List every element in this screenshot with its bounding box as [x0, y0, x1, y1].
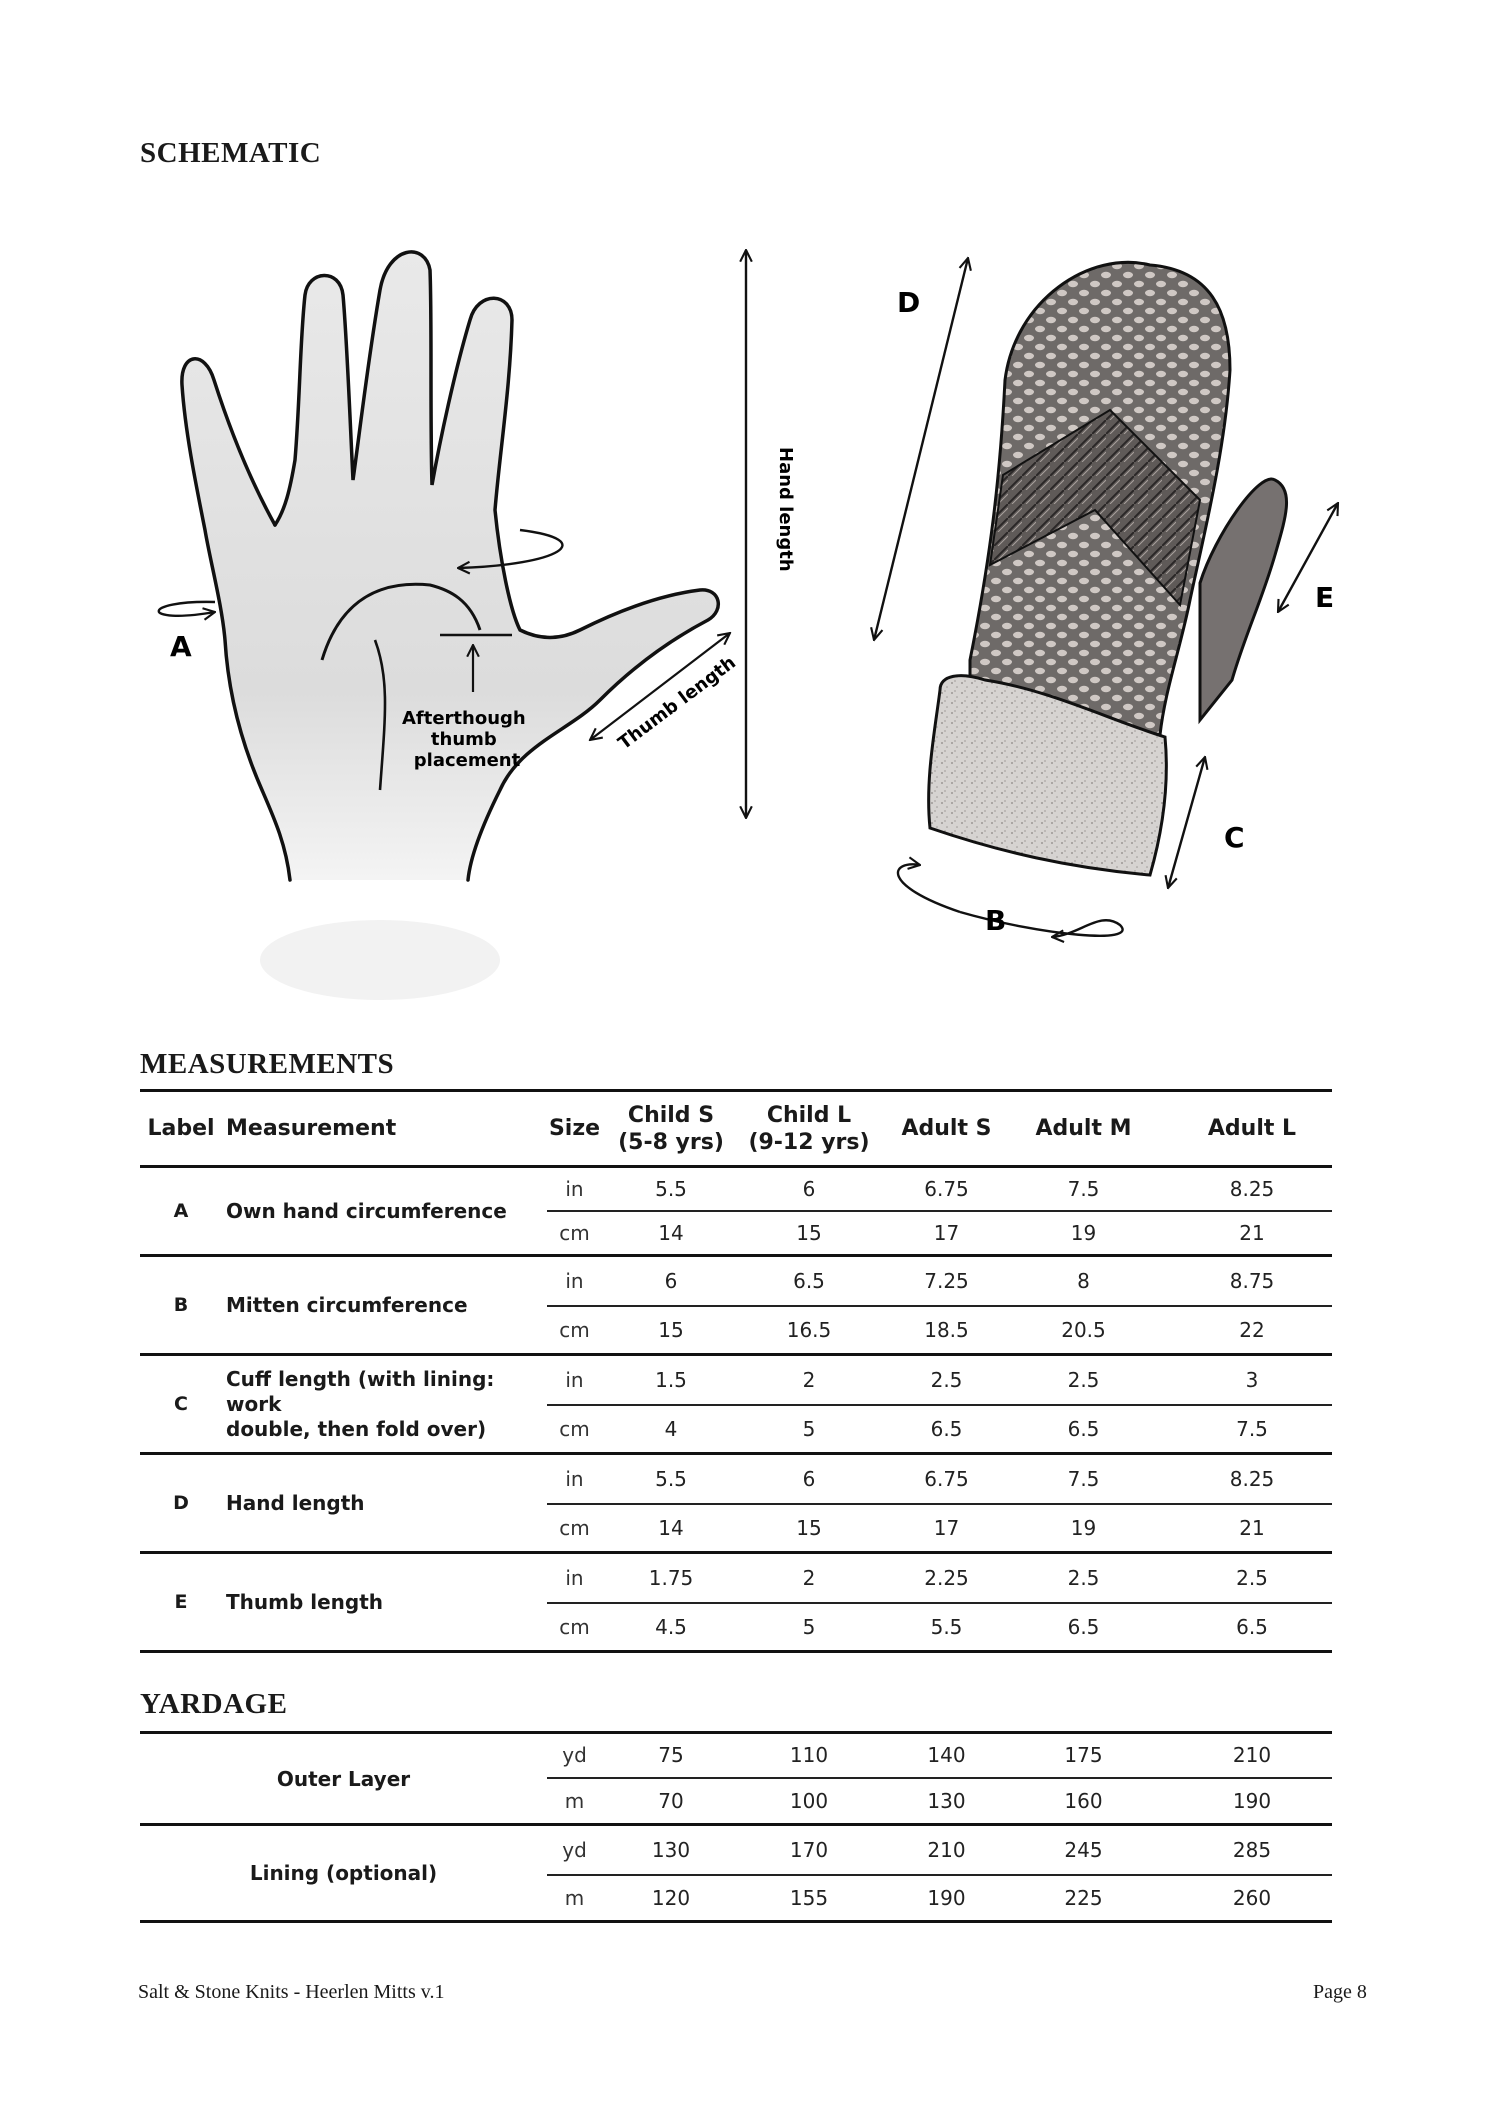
value-cell: 14 [602, 1504, 740, 1553]
value-cell: 6 [602, 1256, 740, 1306]
value-cell: 130 [878, 1778, 1015, 1825]
value-cell: 75 [602, 1733, 740, 1778]
label-c: C [1224, 821, 1245, 854]
value-cell: 2 [740, 1355, 878, 1405]
unit-cell: m [547, 1875, 602, 1922]
value-cell: 70 [602, 1778, 740, 1825]
yardage-row-name: Outer Layer [140, 1733, 547, 1825]
col-size: Size [547, 1091, 602, 1167]
unit-cell: in [547, 1454, 602, 1504]
value-cell: 14 [602, 1211, 740, 1256]
yardage-row-name: Lining (optional) [140, 1825, 547, 1922]
value-cell: 2.5 [878, 1355, 1015, 1405]
row-label: C [140, 1355, 222, 1454]
col-adult-m: Adult M [1015, 1091, 1152, 1167]
value-cell: 5.5 [602, 1454, 740, 1504]
value-cell: 155 [740, 1875, 878, 1922]
table-row [140, 1825, 1332, 1875]
value-cell: 170 [740, 1825, 878, 1875]
unit-cell: cm [547, 1603, 602, 1652]
value-cell: 2 [740, 1553, 878, 1603]
value-cell: 140 [878, 1733, 1015, 1778]
value-cell: 7.5 [1152, 1405, 1332, 1454]
page-number: Page 8 [1313, 1981, 1367, 2003]
value-cell: 210 [1152, 1733, 1332, 1778]
unit-cell: in [547, 1355, 602, 1405]
unit-cell: in [547, 1553, 602, 1603]
value-cell: 15 [740, 1211, 878, 1256]
value-cell: 120 [602, 1875, 740, 1922]
col-child-l: Child L (9-12 yrs) [740, 1091, 878, 1167]
thumb-length-label: Thumb length [614, 652, 740, 754]
value-cell: 6.5 [740, 1256, 878, 1306]
value-cell: 7.5 [1015, 1454, 1152, 1504]
unit-cell: yd [547, 1733, 602, 1778]
value-cell: 8.25 [1152, 1454, 1332, 1504]
value-cell: 6 [740, 1167, 878, 1211]
value-cell: 5 [740, 1603, 878, 1652]
value-cell: 5.5 [878, 1603, 1015, 1652]
value-cell: 6.5 [1015, 1603, 1152, 1652]
value-cell: 100 [740, 1778, 878, 1825]
row-measurement: Hand length [222, 1454, 547, 1553]
label-a: A [170, 630, 192, 663]
schematic-heading: SCHEMATIC [140, 137, 322, 169]
unit-cell: m [547, 1778, 602, 1825]
label-b: B [985, 904, 1007, 937]
value-cell: 7.25 [878, 1256, 1015, 1306]
value-cell: 210 [878, 1825, 1015, 1875]
row-label: B [140, 1256, 222, 1355]
value-cell: 6.5 [1015, 1405, 1152, 1454]
value-cell: 175 [1015, 1733, 1152, 1778]
value-cell: 15 [602, 1306, 740, 1355]
mitten-drawing [929, 262, 1287, 875]
measurements-heading: MEASUREMENTS [140, 1048, 395, 1080]
value-cell: 8.75 [1152, 1256, 1332, 1306]
unit-cell: cm [547, 1211, 602, 1256]
value-cell: 1.75 [602, 1553, 740, 1603]
value-cell: 2.5 [1152, 1553, 1332, 1603]
col-adult-l: Adult L [1152, 1091, 1332, 1167]
schematic-illustration [0, 0, 1500, 1010]
row-measurement: Mitten circumference [222, 1256, 547, 1355]
value-cell: 6.5 [1152, 1603, 1332, 1652]
table-row [140, 1454, 1332, 1504]
unit-cell: yd [547, 1825, 602, 1875]
col-measurement: Measurement [222, 1091, 547, 1167]
value-cell: 8 [1015, 1256, 1152, 1306]
value-cell: 130 [602, 1825, 740, 1875]
value-cell: 190 [878, 1875, 1015, 1922]
value-cell: 16.5 [740, 1306, 878, 1355]
row-measurement: Thumb length [222, 1553, 547, 1652]
row-measurement: Own hand circumference [222, 1167, 547, 1256]
hand-drawing [182, 252, 718, 1000]
value-cell: 190 [1152, 1778, 1332, 1825]
afterthought-label: Afterthough thumb placement [401, 708, 526, 771]
unit-cell: in [547, 1167, 602, 1211]
value-cell: 15 [740, 1504, 878, 1553]
row-measurement: Cuff length (with lining: work double, then fold over) [222, 1355, 547, 1454]
hand-length-label: Hand length [775, 447, 796, 572]
value-cell: 6.5 [878, 1405, 1015, 1454]
value-cell: 3 [1152, 1355, 1332, 1405]
label-d: D [897, 286, 921, 319]
label-e: E [1315, 581, 1335, 614]
table-row [140, 1167, 1332, 1211]
measurements-header-row [140, 1091, 1332, 1167]
unit-cell: cm [547, 1306, 602, 1355]
measurements-table [140, 1089, 1332, 1653]
footer-title: Salt & Stone Knits - Heerlen Mitts v.1 [138, 1981, 445, 2003]
table-row [140, 1256, 1332, 1306]
row-label: E [140, 1553, 222, 1652]
value-cell: 5 [740, 1405, 878, 1454]
value-cell: 260 [1152, 1875, 1332, 1922]
value-cell: 7.5 [1015, 1167, 1152, 1211]
yardage-table [140, 1731, 1332, 1923]
col-label: Label [140, 1091, 222, 1167]
value-cell: 6 [740, 1454, 878, 1504]
row-label: D [140, 1454, 222, 1553]
table-row [140, 1553, 1332, 1603]
value-cell: 19 [1015, 1504, 1152, 1553]
yardage-heading: YARDAGE [140, 1688, 288, 1720]
col-child-s: Child S (5-8 yrs) [602, 1091, 740, 1167]
value-cell: 21 [1152, 1211, 1332, 1256]
value-cell: 2.25 [878, 1553, 1015, 1603]
value-cell: 225 [1015, 1875, 1152, 1922]
value-cell: 2.5 [1015, 1553, 1152, 1603]
value-cell: 4 [602, 1405, 740, 1454]
value-cell: 20.5 [1015, 1306, 1152, 1355]
value-cell: 21 [1152, 1504, 1332, 1553]
value-cell: 4.5 [602, 1603, 740, 1652]
value-cell: 19 [1015, 1211, 1152, 1256]
value-cell: 18.5 [878, 1306, 1015, 1355]
value-cell: 110 [740, 1733, 878, 1778]
table-row [140, 1355, 1332, 1405]
row-label: A [140, 1167, 222, 1256]
unit-cell: cm [547, 1504, 602, 1553]
value-cell: 5.5 [602, 1167, 740, 1211]
col-adult-s: Adult S [878, 1091, 1015, 1167]
value-cell: 6.75 [878, 1454, 1015, 1504]
value-cell: 2.5 [1015, 1355, 1152, 1405]
value-cell: 6.75 [878, 1167, 1015, 1211]
value-cell: 245 [1015, 1825, 1152, 1875]
value-cell: 8.25 [1152, 1167, 1332, 1211]
value-cell: 17 [878, 1504, 1015, 1553]
unit-cell: cm [547, 1405, 602, 1454]
value-cell: 160 [1015, 1778, 1152, 1825]
unit-cell: in [547, 1256, 602, 1306]
value-cell: 1.5 [602, 1355, 740, 1405]
value-cell: 285 [1152, 1825, 1332, 1875]
table-row [140, 1733, 1332, 1778]
value-cell: 22 [1152, 1306, 1332, 1355]
value-cell: 17 [878, 1211, 1015, 1256]
